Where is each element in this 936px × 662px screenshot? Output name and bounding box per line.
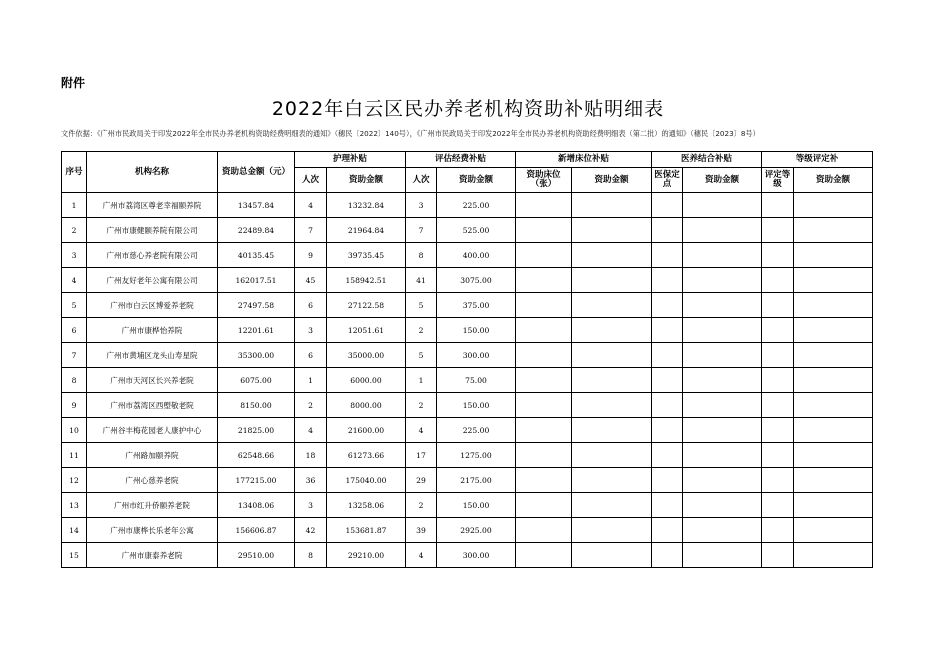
cell-care-amount: 35000.00: [327, 343, 406, 368]
cell-total: 21825.00: [218, 418, 295, 443]
cell-newbed-amount: [572, 218, 652, 243]
cell-name: 广州市白云区博爱养老院: [87, 293, 218, 318]
cell-seq: 7: [62, 343, 87, 368]
cell-newbed-amount: [572, 293, 652, 318]
table-row: [62, 443, 873, 468]
cell-grade-amount: [794, 218, 873, 243]
cell-eval-persons: 4: [406, 543, 437, 568]
cell-grade-amount: [794, 268, 873, 293]
cell-care-amount: 39735.45: [327, 243, 406, 268]
cell-eval-amount: 150.00: [437, 318, 516, 343]
cell-name: 广州市荔湾区西塱敬老院: [87, 393, 218, 418]
cell-seq: 13: [62, 493, 87, 518]
cell-care-amount: 27122.58: [327, 293, 406, 318]
table-row: [62, 468, 873, 493]
cell-total: 62548.66: [218, 443, 295, 468]
cell-medical-insurance: [652, 243, 683, 268]
cell-grade-level: [762, 443, 794, 468]
cell-name: 广州市黄埔区龙头山寿星院: [87, 343, 218, 368]
cell-care-persons: 36: [295, 468, 327, 493]
cell-newbed-beds: [516, 318, 572, 343]
cell-total: 177215.00: [218, 468, 295, 493]
table-row: [62, 368, 873, 393]
cell-seq: 14: [62, 518, 87, 543]
cell-name: 广州友好老年公寓有限公司: [87, 268, 218, 293]
cell-eval-persons: 5: [406, 343, 437, 368]
cell-total: 13408.06: [218, 493, 295, 518]
cell-medical-insurance: [652, 493, 683, 518]
cell-medical-amount: [683, 243, 762, 268]
cell-eval-persons: 7: [406, 218, 437, 243]
table-row: [62, 493, 873, 518]
cell-newbed-beds: [516, 243, 572, 268]
cell-medical-amount: [683, 368, 762, 393]
cell-eval-amount: 1275.00: [437, 443, 516, 468]
cell-grade-amount: [794, 518, 873, 543]
cell-total: 35300.00: [218, 343, 295, 368]
cell-name: 广州路加颐养院: [87, 443, 218, 468]
cell-seq: 3: [62, 243, 87, 268]
cell-grade-amount: [794, 468, 873, 493]
cell-newbed-beds: [516, 218, 572, 243]
cell-care-persons: 3: [295, 318, 327, 343]
cell-newbed-amount: [572, 393, 652, 418]
cell-grade-level: [762, 518, 794, 543]
cell-grade-level: [762, 218, 794, 243]
header-total: 资助总金额（元）: [218, 152, 295, 193]
cell-grade-amount: [794, 343, 873, 368]
cell-eval-persons: 17: [406, 443, 437, 468]
table-row: [62, 193, 873, 218]
cell-grade-amount: [794, 393, 873, 418]
cell-grade-level: [762, 343, 794, 368]
cell-newbed-amount: [572, 243, 652, 268]
cell-newbed-amount: [572, 543, 652, 568]
cell-grade-level: [762, 318, 794, 343]
cell-eval-persons: 4: [406, 418, 437, 443]
header-eval: 评估经费补贴: [406, 152, 516, 168]
cell-medical-amount: [683, 418, 762, 443]
cell-medical-insurance: [652, 418, 683, 443]
cell-medical-insurance: [652, 443, 683, 468]
cell-newbed-amount: [572, 343, 652, 368]
table-row: [62, 268, 873, 293]
cell-grade-level: [762, 193, 794, 218]
cell-care-persons: 9: [295, 243, 327, 268]
header-seq: 序号: [62, 152, 87, 193]
cell-grade-amount: [794, 293, 873, 318]
cell-medical-insurance: [652, 193, 683, 218]
cell-medical-insurance: [652, 268, 683, 293]
cell-medical-insurance: [652, 218, 683, 243]
cell-seq: 12: [62, 468, 87, 493]
table-row: [62, 393, 873, 418]
cell-seq: 5: [62, 293, 87, 318]
cell-medical-amount: [683, 543, 762, 568]
cell-grade-amount: [794, 418, 873, 443]
cell-newbed-beds: [516, 368, 572, 393]
cell-medical-insurance: [652, 293, 683, 318]
cell-seq: 10: [62, 418, 87, 443]
cell-care-amount: 153681.87: [327, 518, 406, 543]
cell-care-persons: 42: [295, 518, 327, 543]
header-eval-persons: 人次: [406, 168, 437, 193]
cell-care-amount: 61273.66: [327, 443, 406, 468]
table-row: [62, 543, 873, 568]
cell-grade-level: [762, 493, 794, 518]
table-header: [62, 152, 873, 193]
cell-medical-amount: [683, 268, 762, 293]
cell-grade-level: [762, 368, 794, 393]
cell-care-amount: 175040.00: [327, 468, 406, 493]
cell-medical-insurance: [652, 393, 683, 418]
cell-care-amount: 21600.00: [327, 418, 406, 443]
cell-grade-amount: [794, 243, 873, 268]
cell-newbed-beds: [516, 193, 572, 218]
cell-name: 广州市慈心养老院有限公司: [87, 243, 218, 268]
cell-eval-persons: 2: [406, 318, 437, 343]
attachment-label: 附件: [61, 76, 86, 90]
cell-grade-amount: [794, 193, 873, 218]
header-newbed-beds: 资助床位（张）: [516, 168, 572, 193]
cell-medical-amount: [683, 518, 762, 543]
table-row: [62, 293, 873, 318]
header-name: 机构名称: [87, 152, 218, 193]
cell-medical-insurance: [652, 318, 683, 343]
table-row: [62, 318, 873, 343]
cell-medical-insurance: [652, 543, 683, 568]
cell-medical-amount: [683, 468, 762, 493]
cell-grade-amount: [794, 318, 873, 343]
cell-newbed-amount: [572, 443, 652, 468]
header-medical-amount: 资助金额: [683, 168, 762, 193]
cell-medical-amount: [683, 293, 762, 318]
cell-eval-amount: 525.00: [437, 218, 516, 243]
document-basis: 文件依据：《广州市民政局关于印发2022年全市民办养老机构资助经费明细表的通知》（穗民〔2022〕140号），《广州市民政局关于印发2022年全市民办养老机构资助经费明细表（第二批）的通知》（穗民〔2023〕8号）: [61, 129, 760, 138]
header-care-persons: 人次: [295, 168, 327, 193]
cell-newbed-amount: [572, 368, 652, 393]
cell-seq: 1: [62, 193, 87, 218]
subsidy-table: [61, 151, 873, 568]
header-medical: 医养结合补贴: [652, 152, 762, 168]
cell-care-persons: 4: [295, 193, 327, 218]
cell-grade-level: [762, 268, 794, 293]
header-care-amount: 资助金额: [327, 168, 406, 193]
cell-medical-amount: [683, 218, 762, 243]
cell-medical-insurance: [652, 518, 683, 543]
cell-medical-amount: [683, 393, 762, 418]
cell-newbed-amount: [572, 468, 652, 493]
cell-care-persons: 18: [295, 443, 327, 468]
cell-medical-amount: [683, 443, 762, 468]
header-care: 护理补贴: [295, 152, 406, 168]
cell-care-persons: 2: [295, 393, 327, 418]
cell-eval-persons: 29: [406, 468, 437, 493]
cell-grade-level: [762, 393, 794, 418]
cell-total: 13457.84: [218, 193, 295, 218]
cell-care-amount: 21964.84: [327, 218, 406, 243]
cell-grade-level: [762, 418, 794, 443]
cell-medical-insurance: [652, 468, 683, 493]
cell-newbed-beds: [516, 543, 572, 568]
header-eval-amount: 资助金额: [437, 168, 516, 193]
header-grade-level: 评定等级: [762, 168, 794, 193]
cell-seq: 15: [62, 543, 87, 568]
cell-care-persons: 6: [295, 343, 327, 368]
cell-grade-level: [762, 543, 794, 568]
cell-name: 广州市荔湾区尊老幸福颐养院: [87, 193, 218, 218]
cell-grade-level: [762, 293, 794, 318]
cell-care-persons: 8: [295, 543, 327, 568]
cell-eval-amount: 2925.00: [437, 518, 516, 543]
cell-total: 27497.58: [218, 293, 295, 318]
cell-grade-amount: [794, 368, 873, 393]
cell-newbed-amount: [572, 418, 652, 443]
cell-eval-persons: 1: [406, 368, 437, 393]
cell-name: 广州市红升侨颐养老院: [87, 493, 218, 518]
cell-care-persons: 3: [295, 493, 327, 518]
header-grade: 等级评定补: [762, 152, 873, 168]
cell-seq: 2: [62, 218, 87, 243]
header-medical-insurance: 医保定点: [652, 168, 683, 193]
cell-eval-persons: 2: [406, 493, 437, 518]
cell-grade-level: [762, 243, 794, 268]
cell-seq: 8: [62, 368, 87, 393]
table-row: [62, 343, 873, 368]
cell-eval-amount: 225.00: [437, 418, 516, 443]
cell-medical-insurance: [652, 343, 683, 368]
cell-eval-persons: 41: [406, 268, 437, 293]
cell-name: 广州市康桦怡养院: [87, 318, 218, 343]
cell-grade-amount: [794, 443, 873, 468]
cell-seq: 6: [62, 318, 87, 343]
cell-eval-amount: 300.00: [437, 543, 516, 568]
cell-seq: 4: [62, 268, 87, 293]
cell-medical-insurance: [652, 368, 683, 393]
cell-total: 12201.61: [218, 318, 295, 343]
table-body: [62, 193, 873, 568]
cell-medical-amount: [683, 493, 762, 518]
cell-eval-persons: 2: [406, 393, 437, 418]
cell-eval-amount: 225.00: [437, 193, 516, 218]
cell-eval-amount: 375.00: [437, 293, 516, 318]
cell-name: 广州市康健颐养院有限公司: [87, 218, 218, 243]
cell-name: 广州市康桦长乐老年公寓: [87, 518, 218, 543]
cell-total: 8150.00: [218, 393, 295, 418]
cell-total: 162017.51: [218, 268, 295, 293]
cell-grade-amount: [794, 543, 873, 568]
table-row: [62, 518, 873, 543]
cell-care-amount: 8000.00: [327, 393, 406, 418]
cell-grade-level: [762, 468, 794, 493]
document-title: 2022年白云区民办养老机构资助补贴明细表: [271, 98, 665, 120]
cell-seq: 9: [62, 393, 87, 418]
cell-newbed-beds: [516, 418, 572, 443]
cell-grade-amount: [794, 493, 873, 518]
cell-eval-amount: 400.00: [437, 243, 516, 268]
cell-medical-amount: [683, 343, 762, 368]
cell-newbed-beds: [516, 268, 572, 293]
cell-eval-amount: 150.00: [437, 393, 516, 418]
cell-total: 40135.45: [218, 243, 295, 268]
header-newbed: 新增床位补贴: [516, 152, 652, 168]
cell-eval-amount: 3075.00: [437, 268, 516, 293]
cell-eval-amount: 150.00: [437, 493, 516, 518]
cell-eval-amount: 2175.00: [437, 468, 516, 493]
cell-eval-persons: 5: [406, 293, 437, 318]
cell-newbed-beds: [516, 293, 572, 318]
header-newbed-amount: 资助金额: [572, 168, 652, 193]
cell-eval-persons: 8: [406, 243, 437, 268]
cell-care-persons: 4: [295, 418, 327, 443]
cell-newbed-amount: [572, 268, 652, 293]
cell-newbed-beds: [516, 518, 572, 543]
cell-newbed-beds: [516, 393, 572, 418]
cell-name: 广州市天河区长兴养老院: [87, 368, 218, 393]
cell-eval-amount: 300.00: [437, 343, 516, 368]
cell-eval-persons: 39: [406, 518, 437, 543]
cell-newbed-amount: [572, 518, 652, 543]
cell-total: 156606.87: [218, 518, 295, 543]
cell-newbed-beds: [516, 468, 572, 493]
cell-care-persons: 7: [295, 218, 327, 243]
cell-total: 29510.00: [218, 543, 295, 568]
cell-medical-amount: [683, 193, 762, 218]
cell-care-amount: 12051.61: [327, 318, 406, 343]
cell-newbed-amount: [572, 193, 652, 218]
cell-medical-amount: [683, 318, 762, 343]
table-row: [62, 243, 873, 268]
cell-name: 广州市康泰养老院: [87, 543, 218, 568]
header-grade-amount: 资助金额: [794, 168, 873, 193]
cell-eval-persons: 3: [406, 193, 437, 218]
cell-care-persons: 45: [295, 268, 327, 293]
cell-name: 广州心慈养老院: [87, 468, 218, 493]
cell-care-amount: 13258.06: [327, 493, 406, 518]
table-row: [62, 418, 873, 443]
cell-seq: 11: [62, 443, 87, 468]
cell-name: 广州谷丰梅花园老人康护中心: [87, 418, 218, 443]
cell-newbed-amount: [572, 318, 652, 343]
table-row: [62, 218, 873, 243]
cell-total: 22489.84: [218, 218, 295, 243]
cell-care-persons: 6: [295, 293, 327, 318]
cell-newbed-amount: [572, 493, 652, 518]
cell-newbed-beds: [516, 443, 572, 468]
cell-newbed-beds: [516, 343, 572, 368]
cell-newbed-beds: [516, 493, 572, 518]
cell-eval-amount: 75.00: [437, 368, 516, 393]
cell-care-amount: 6000.00: [327, 368, 406, 393]
cell-care-persons: 1: [295, 368, 327, 393]
cell-care-amount: 29210.00: [327, 543, 406, 568]
cell-care-amount: 13232.84: [327, 193, 406, 218]
cell-care-amount: 158942.51: [327, 268, 406, 293]
cell-total: 6075.00: [218, 368, 295, 393]
